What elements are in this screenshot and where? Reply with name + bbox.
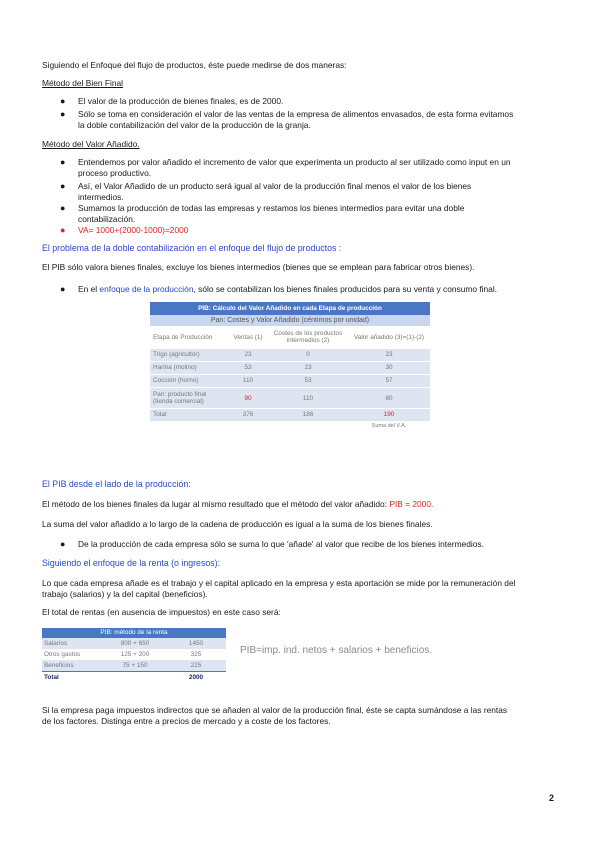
renta-heading: Siguiendo el enfoque de la renta (o ingresos):	[42, 558, 221, 568]
valor-anadido-bullet-2-line-2: intermedios.	[78, 192, 124, 202]
table-note-row	[150, 422, 430, 432]
pib-formula: PIB=imp. ind. netos + salarios + beneficios.	[240, 645, 433, 656]
intro-paragraph: Siguiendo el Enfoque del flujo de productos, éste puede medirse de dos maneras:	[42, 60, 347, 70]
enfoque-produccion-link: enfoque de la producción	[99, 284, 194, 294]
bullet-icon: ●	[60, 157, 66, 167]
column-header: Etapa de Producción	[153, 333, 213, 341]
valor-anadido-bullet-1-line-1: Entendemos por valor añadido el incremento de valor que experimenta un producto al ser utilizado como input en un	[78, 157, 511, 167]
bullet-icon: ●	[60, 181, 66, 191]
valor-anadido-heading: Método del Valor Añadido.	[42, 139, 140, 149]
bien-final-bullet-2-line-1: Sólo se toma en consideración el valor de las ventas de la empresa de alimentos envasados, de esta forma evitamos	[78, 109, 514, 119]
doble-contabilizacion-paragraph: El PIB sólo valora bienes finales, excluye los bienes intermedios (bienes que se emplean para fabricar otros bienes).	[42, 262, 475, 272]
produccion-paragraph-1: El método de los bienes finales da lugar al mismo resultado que el método del valor añadido: PIB = 2000.	[42, 499, 434, 509]
bullet-icon: ●	[60, 109, 66, 119]
enfoque-produccion-bullet: En el enfoque de la producción, sólo se contabilizan los bienes finales producidos para su venta y consumo final.	[78, 284, 498, 294]
pib-renta-table	[42, 628, 226, 683]
bullet-icon: ●	[60, 96, 66, 106]
valor-anadido-formula: VA= 1000+(2000-1000)=2000	[78, 225, 189, 235]
table-row: Salarios 800 + 650 1450	[42, 638, 226, 649]
table-row: Harina (molino) 53 23 30	[150, 362, 430, 375]
table-row: Trigo (agricultor) 23 0 23	[150, 349, 430, 362]
column-header: Valor añadido (3)=(1)-(2)	[353, 333, 425, 341]
renta-paragraph-1-line-2: trabajo (salarios) y la del capital (beneficios).	[42, 589, 208, 599]
renta-paragraph-1-line-1: Lo que cada empresa añade es el trabajo y el capital aplicado en la empresa y esta aportación se mide por la remuneración del	[42, 578, 516, 588]
closing-paragraph-line-1: Si la empresa paga impuestos indirectos que se añaden al valor de la producción final, éste se capta sumándose a las rentas	[42, 705, 508, 715]
produccion-paragraph-2: La suma del valor añadido a lo largo de la cadena de producción es igual a la suma de los bienes finales.	[42, 519, 433, 529]
bien-final-bullet-1: El valor de la producción de bienes finales, es de 2000.	[78, 96, 284, 106]
bullet-icon: ●	[60, 225, 66, 235]
table-total-row: Total 2000	[42, 671, 226, 683]
renta-paragraph-2: El total de rentas (en ausencia de impuestos) en este caso será:	[42, 607, 281, 617]
table-row: Cocción (horno) 110 53 57	[150, 375, 430, 388]
bien-final-bullet-2-line-2: la doble contabilización del valor de la producción de la granja.	[78, 120, 311, 130]
bullet-icon: ●	[60, 284, 66, 294]
valor-anadido-bullet-3-line-1: Sumamos la producción de todas las empresas y restamos los bienes intermedios para evitar una doble	[78, 203, 465, 213]
table-row: Pan: producto final (tienda comercial) 90 110 80	[150, 388, 430, 409]
table-header-row	[150, 326, 430, 349]
table-title: PIB: método de la renta	[42, 628, 226, 638]
produccion-heading: El PIB desde el lado de la producción:	[42, 479, 191, 489]
column-header: Costes de los productos intermedios (2)	[273, 330, 343, 344]
page-number: 2	[549, 793, 555, 803]
table-row: Otros gastos 125 + 200 325	[44, 651, 202, 658]
valor-anadido-bullet-2-line-1: Así, el Valor Añadido de un producto será igual al valor de la producción final menos el valor de los bienes	[78, 181, 472, 191]
table-row: Beneficios 75 + 150 225	[42, 660, 226, 671]
closing-paragraph-line-2: de los factores. Distinga entre a precios de mercado y a coste de los factores.	[42, 716, 331, 726]
table-total-row: Total 376 186 190	[150, 409, 430, 422]
column-header: Ventas (1)	[233, 333, 263, 341]
pib-result: PIB = 2000.	[389, 499, 434, 509]
valor-anadido-bullet-3-line-2: contabilización.	[78, 214, 136, 224]
doble-contabilizacion-heading: El problema de la doble contabilización en el enfoque del flujo de productos :	[42, 243, 342, 253]
bien-final-heading: Método del Bien Final	[42, 78, 124, 88]
table-subtitle: Pan: Costes y Valor Añadido (céntimos por unidad)	[150, 315, 430, 326]
pib-valor-anadido-table	[150, 302, 430, 432]
bullet-icon: ●	[60, 203, 66, 213]
table-note: Suma del V.A.	[371, 423, 407, 429]
bullet-icon: ●	[60, 539, 66, 549]
valor-anadido-bullet-1-line-2: proceso productivo.	[78, 168, 152, 178]
produccion-bullet: De la producción de cada empresa sólo se suma lo que 'añade' al valor que recibe de los bienes intermedios.	[78, 539, 484, 549]
table-title: PIB: Cálculo del Valor Añadido en cada Etapa de producción	[150, 302, 430, 315]
